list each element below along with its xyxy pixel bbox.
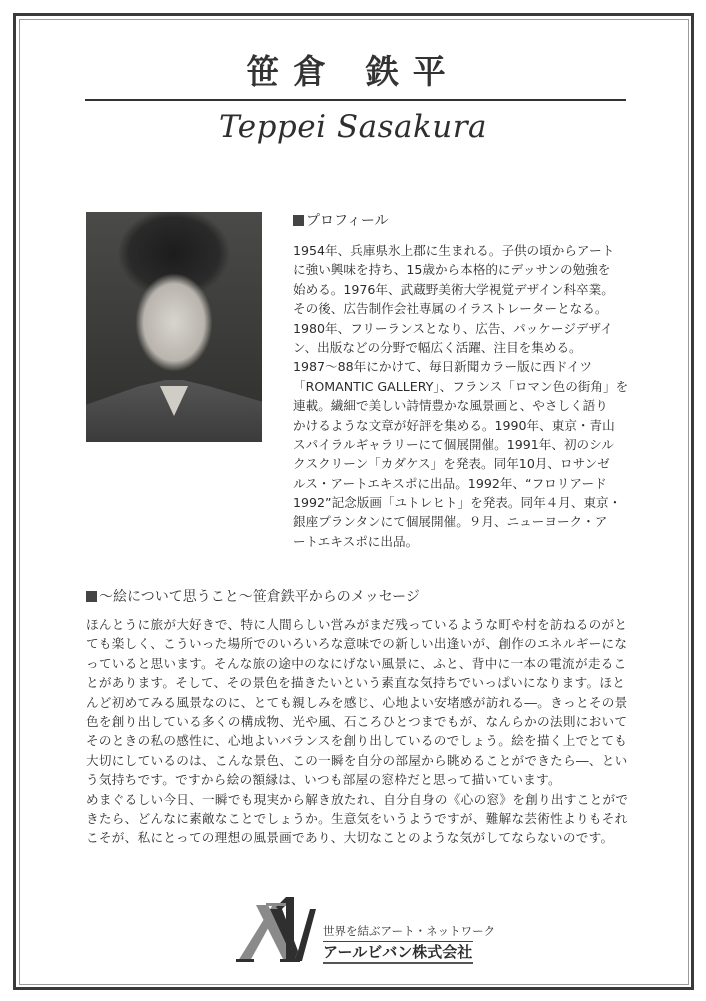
profile-text xyxy=(293,241,629,551)
message-line: そのときの私の感性に、心地よいバランスを創り出しているのでしょう。絵を描く上でとても xyxy=(86,733,628,749)
profile-line: ルス・アートエキスポに出品。1992年、“フロリアード xyxy=(293,475,607,491)
artist-portrait-photo xyxy=(86,212,262,442)
message-line: きたら、どんなに素敵なことでしょうか。生意気をいうようですが、難解な芸術性よりもそれ xyxy=(86,810,628,826)
company-tagline: 世界を結ぶアート・ネットワーク xyxy=(323,924,496,938)
message-line: 大切にしているのは、こんな景色、この一瞬を自分の部屋から眺めることができたら―、とい xyxy=(86,752,628,768)
message-line: う気持ちです。ですから絵の額縁は、いつも部屋の窓枠だと思って描いています。 xyxy=(86,772,561,788)
profile-line: に強い興味を持ち、15歳から本格的にデッサンの勉強を xyxy=(293,262,611,278)
company-name-underline xyxy=(323,962,473,964)
message-line: ほんとうに旅が大好きで、特に人間らしい営みがまだ残っているような町や村を訪ねるのがと xyxy=(86,617,628,632)
profile-line: ン、出版などの分野で幅広く活躍、注目を集める。 xyxy=(293,339,582,355)
message-line: 色を創り出している多くの構成物、光や風、石ころひとつまでもが、なんらかの法則において xyxy=(86,713,628,729)
company-name: アールビバン株式会社 xyxy=(323,943,473,961)
profile-line: 1987〜88年にかけて、毎日新聞カラー版に西ドイツ xyxy=(293,359,593,375)
message-line: ても楽しく、こういった場所でのいろいろな意味での新しい出逢いが、創作のエネルギーにな xyxy=(86,636,628,652)
message-heading-text: 〜絵について思うこと〜笹倉鉄平からのメッセージ xyxy=(99,589,420,605)
profile-line: その後、広告制作会社専属のイラストレーターとなる。 xyxy=(293,301,608,317)
profile-line: クスクリーン「カダケス」を発表。同年10月、ロサンゼ xyxy=(293,456,610,472)
title-divider xyxy=(85,99,626,101)
message-line: めまぐるしい今日、一瞬でも現実から解き放たれ、自分自身の《心の窓》を創り出すことがで xyxy=(86,791,629,807)
profile-line: 始める。1976年、武蔵野美術大学視覚デザイン科卒業。 xyxy=(293,281,614,297)
profile-line: 1954年、兵庫県氷上郡に生まれる。子供の頃からアート xyxy=(293,243,615,258)
profile-line: 1992”記念版画「ユトレヒト」を発表。同年４月、東京・ xyxy=(293,495,622,511)
xv-monogram-icon xyxy=(236,895,320,963)
artist-name-japanese: 笹倉 鉄平 xyxy=(246,52,460,91)
profile-line: かけるような文章が好評を集める。1990年、東京・青山 xyxy=(293,417,615,433)
square-bullet-icon xyxy=(293,215,304,226)
profile-heading xyxy=(293,212,389,230)
square-bullet-icon xyxy=(86,591,97,602)
profile-line: 銀座プランタンにて個展開催。９月、ニューヨーク・ア xyxy=(293,514,608,530)
message-line: こそが、私にとっての理想の風景画であり、大切なことのような気がしてならないのです。 xyxy=(86,830,614,846)
logo-divider xyxy=(323,941,473,942)
profile-line: 「ROMANTIC GALLERY」、フランス「ロマン色の街角」を xyxy=(293,378,629,394)
message-line: んど初めてみる風景なのに、とても親しみを感じ、心地よい安堵感が訪れる―。きっとその景 xyxy=(86,694,628,710)
profile-line: スパイラルギャラリーにて個展開催。1991年、初のシル xyxy=(293,436,615,452)
message-text xyxy=(86,615,629,848)
artist-name-english: Teppei Sasakura xyxy=(218,109,488,145)
message-line: っていると思います。そんな旅の途中のなにげない風景に、ふと、背中に一本の電流が走るこ xyxy=(86,655,627,671)
profile-line: ートエキスポに出品。 xyxy=(293,533,419,549)
message-heading xyxy=(86,588,420,606)
message-line: とがあります。そして、その景色を描きたいという素直な気持ちでいっぱいになります。ほと xyxy=(86,675,626,691)
profile-line: 連載。繊細で美しい詩情豊かな風景画と、やさしく語り xyxy=(293,398,608,414)
profile-heading-text: プロフィール xyxy=(306,213,389,229)
profile-line: 1980年、フリーランスとなり、広告、パッケージデザイ xyxy=(293,320,613,336)
